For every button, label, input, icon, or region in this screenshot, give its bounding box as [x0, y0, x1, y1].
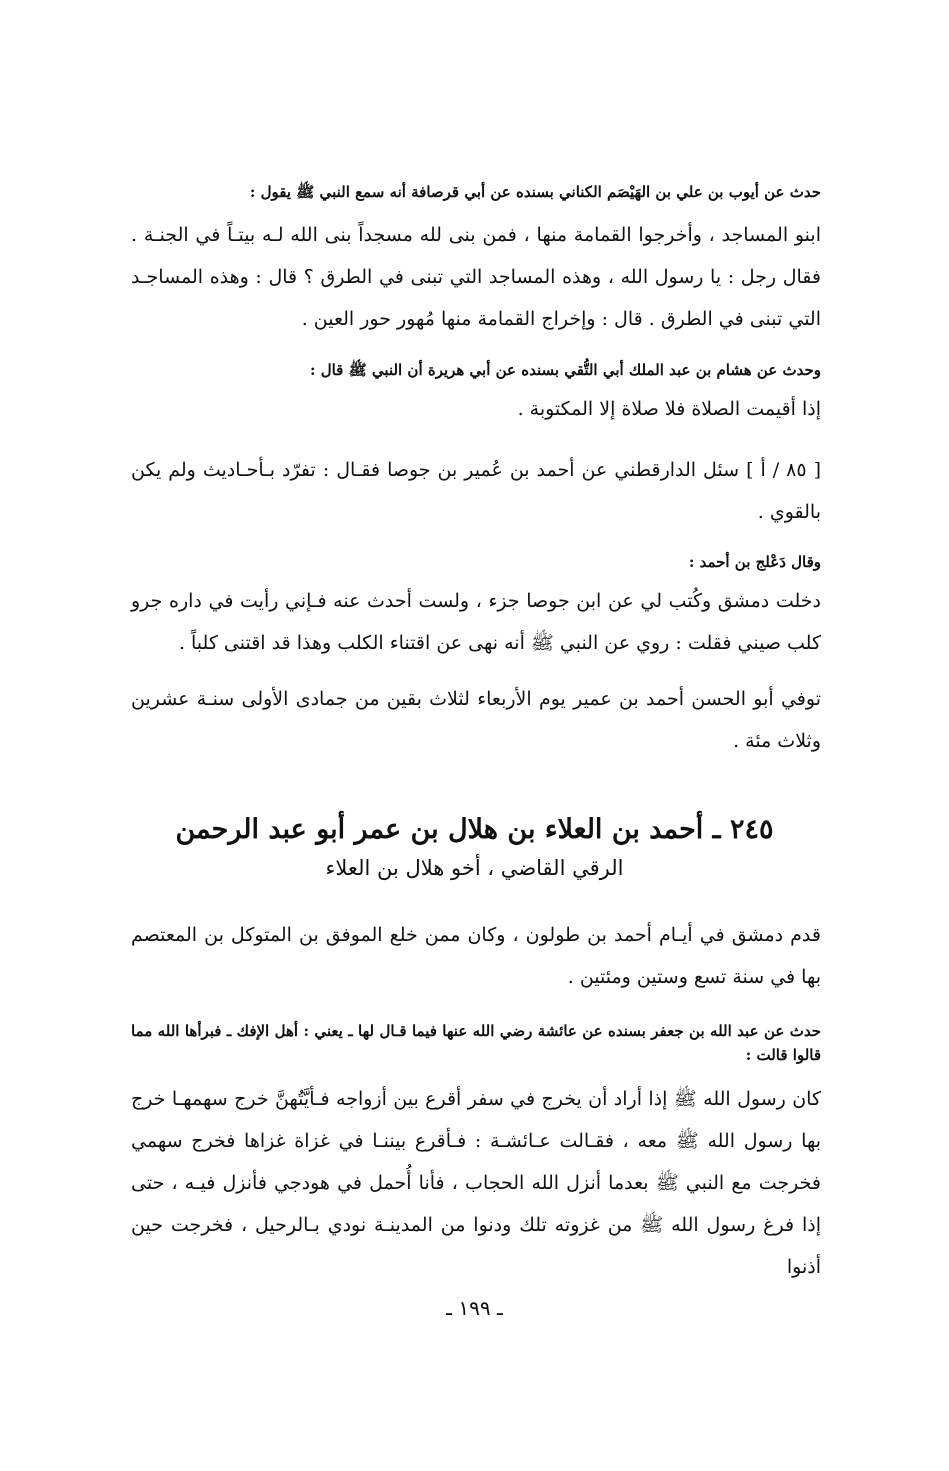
- hadith-isnad: حدث عن عبد الله بن جعفر بسنده عن عائشة رضي الله عنها فيما قـال لها ـ يعني : أهل الإفك ـ فبرأها الله مما قالوا قالت :: [131, 1022, 821, 1064]
- daalaj-text: دخلت دمشق وكُتب لي عن ابن جوصا جزء ، ولست أحدث عنه فـإني رأيت في داره جرو كلب صيني فقلت : روي عن النبي ﷺ أنه نهى عن اقتناء الكلب وهذا قد اقتنى كلباً .: [131, 590, 821, 654]
- page-number: ـ ١٩٩ ـ: [446, 1296, 503, 1320]
- hadith-isnad: حدث عن أيوب بن علي بن الهَيْصَم الكناني بسنده عن أبي قرصافة أنه سمع النبي ﷺ يقول :: [249, 183, 821, 201]
- hadith-text: إذا أقيمت الصلاة فلا صلاة إلا المكتوبة .: [517, 398, 821, 420]
- daraqutni-paragraph: [ ٨٥ / أ ] سئل الدارقطني عن أحمد بن عُمير بن جوصا فقـال : تفرّد بـأحـاديث ولم يكن بالقوي .: [131, 459, 821, 523]
- entry-intro: قدم دمشق في أيـام أحمد بن طولون ، وكان ممن خلع الموفق بن المتوكل بن المعتصم بها في سنة تسع وستين ومئتين .: [131, 924, 821, 988]
- hadith-text: ابنو المساجد ، وأخرجوا القمامة منها ، فمن بنى لله مسجداً بنى الله لـه بيتـاً في الجنـة . فقال رجل : يا رسول الله ، وهذه المساجد التي تبنى في الطرق ؟ قال : وهذه المساجـد التي تبنى في الطرق . قال : وإخراج القمامة منها مُهور حور العين .: [131, 224, 821, 330]
- daalaj-intro: وقال دَعْلج بن أحمد :: [688, 553, 821, 571]
- entry-heading: ٢٤٥ ـ أحمد بن العلاء بن هلال بن عمر أبو عبد الرحمن: [175, 814, 774, 845]
- hadith-text: كان رسول الله ﷺ إذا أراد أن يخرج في سفر أقرع بين أزواجه فـأيَّتُهنَّ خرج سهمهـا خرج بها رسول الله ﷺ معه ، فقـالت عـائشـة : فـأقرع بيننـا في غزاة غزاها فخرج سهمي فخرجت مع النبي ﷺ بعدما أنزل الله الحجاب ، فأنا أُحمل في هودجي فأنزل فيـه ، حتى إذا فرغ رسول الله ﷺ من غزوته تلك ودنوا من المدينـة نودي بـالرحيل ، فخرجت حين أذنوا: [131, 1088, 821, 1278]
- death-paragraph: توفي أبو الحسن أحمد بن عمير يوم الأربعاء لثلاث بقين من جمادى الأولى سنـة عشرين وثلاث مئة .: [131, 688, 821, 752]
- entry-subheading: الرقي القاضي ، أخو هلال بن العلاء: [325, 856, 624, 880]
- hadith-isnad: وحدث عن هشام بن عبد الملك أبي التُّقي بسنده عن أبي هريرة أن النبي ﷺ قال :: [309, 361, 821, 379]
